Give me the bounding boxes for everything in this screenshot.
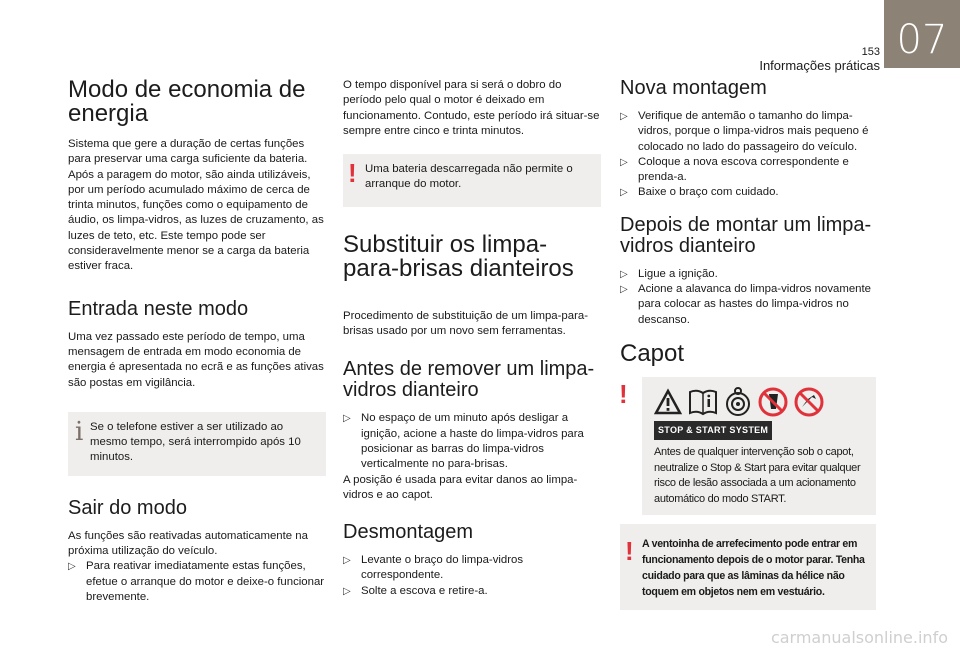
no-hands-icon: [758, 387, 788, 417]
after-bullet-text: Ligue a ignição.: [638, 267, 718, 280]
title-after-mounting: Depois de montar um limpa-vidros dianteiro: [620, 213, 872, 257]
mount-bullet-text: Verifique de antemão o tamanho do limpa-vidros, porque o limpa-vidros mais pequeno é colocado no lado do passageiro do veículo.: [638, 110, 869, 153]
mount-bullet-text: Coloque a nova escova correspondente e prenda-a.: [638, 155, 849, 184]
exit-bullet-text: Para reativar imediatamente estas funções, efetue o arranque do motor e deixe-o funcionar brevemente.: [86, 560, 325, 603]
no-tools-icon: [794, 387, 824, 417]
column-middle: [343, 78, 601, 599]
info-note-text: Se o telefone estiver a ser utilizado ao mesmo tempo, será interrompido após 10 minutos.: [90, 420, 301, 464]
mount-bullet-2: [620, 155, 876, 186]
title-energy-saving: Modo de economia de energia: [68, 76, 306, 127]
removal-bullet-text: Solte a escova e retire-a.: [361, 584, 488, 597]
chapter-tab: [884, 0, 960, 68]
section-title: Informações práticas: [759, 58, 880, 73]
arrow-bullet-icon: ▷: [620, 268, 628, 280]
arrow-bullet-icon: ▷: [620, 111, 628, 122]
mount-bullet-text: Baixe o braço com cuidado.: [638, 186, 779, 199]
capot-note-text: Antes de qualquer intervenção sob o capot, neutralize o Stop & Start para evitar qualquer risco de lesão associada a um acionamento automático do modo START.: [654, 446, 861, 505]
stop-start-label: STOP & START SYSTEM: [654, 421, 772, 440]
energy-intro: Sistema que gere a duração de certas funções para preservar uma carga suficiente da bateria. Após a paragem do motor, são ainda utilizáveis, por um período acumulado máximo de cerca de trinta minutos, funções como o equipamento de áudio, os limpa-vidros, as luzes de cruzamento, as luzes de teto, etc. Este tempo pode ser consideravelmente menor se a carga da bateria estiver fraca.: [68, 138, 324, 273]
title-exit-mode: Sair do modo: [68, 496, 187, 519]
exit-text: As funções são reativadas automaticamente na próxima utilização do veículo.: [68, 529, 308, 558]
arrow-bullet-icon: ▷: [620, 284, 628, 296]
removal-bullet-text: Levante o braço do limpa-vidros correspondente.: [361, 554, 524, 582]
title-before-removing: Antes de remover um limpa-vidros dianteiro: [343, 358, 595, 402]
arrow-bullet-icon: ▷: [343, 555, 351, 567]
manual-book-icon: [688, 388, 718, 416]
arrow-bullet-icon: ▷: [620, 187, 628, 199]
time-text: O tempo disponível para si será o dobro do período pelo qual o motor é deixado em funcionamento. Contudo, este período irá situar-se sempre entre cinco e trinta minutos.: [343, 79, 600, 137]
column-right: [620, 78, 876, 610]
arrow-bullet-icon: ▷: [343, 585, 351, 597]
info-icon: i: [75, 416, 84, 447]
before-bullet-text: No espaço de um minuto após desligar a ignição, acione a haste do limpa-vidros para posicionar as barras do limpa-vidros verticalmente no para-brisas.: [361, 412, 584, 471]
chapter-number: 07: [896, 17, 948, 63]
entry-text: Uma vez passado este período de tempo, uma mensagem de entrada em modo economia de energia é apresentada no ecrã e as funções ativas são postas em vigilância.: [68, 330, 324, 389]
title-replace-wipers: Substituir os limpa-para-brisas dianteiros: [343, 230, 574, 282]
capot-note-box: [642, 377, 876, 515]
replace-text: Procedimento de substituição de um limpa-para-brisas usado por um novo sem ferramentas.: [343, 309, 589, 338]
info-note-box: [68, 412, 326, 476]
title-capot: Capot: [620, 339, 685, 367]
hazard-triangle-icon: [654, 388, 682, 416]
before-text: A posição é usada para evitar danos ao limpa-vidros e ao capot.: [343, 473, 578, 501]
fan-belt-icon: [724, 387, 752, 417]
warning-note-text: Uma bateria descarregada não permite o arranque do motor.: [365, 163, 573, 191]
column-left: [68, 78, 326, 605]
capot-warning-block: [620, 377, 876, 515]
warning-note-box: [343, 154, 601, 207]
title-new-mounting: Nova montagem: [620, 77, 767, 99]
removal-bullet-1: [343, 553, 601, 584]
exit-bullet: [68, 559, 326, 605]
warning-icon: !: [625, 536, 634, 567]
arrow-bullet-icon: ▷: [620, 156, 628, 168]
capot-pictograms: [654, 385, 868, 419]
arrow-bullet-icon: ▷: [68, 561, 76, 573]
removal-bullet-2: [343, 584, 601, 599]
mount-bullet-1: [620, 109, 876, 155]
after-bullet-text: Acione a alavanca do limpa-vidros novamente para colocar as hastes do limpa-vidros no descanso.: [638, 283, 872, 326]
fan-warning-box: [620, 524, 876, 610]
after-bullet-2: [620, 282, 876, 328]
after-bullet-1: [620, 267, 876, 282]
warning-icon: !: [619, 378, 628, 409]
arrow-bullet-icon: ▷: [343, 413, 351, 425]
mount-bullet-3: [620, 185, 876, 200]
fan-warning-text: A ventoinha de arrefecimento pode entrar em funcionamento depois de o motor parar. Tenha cuidado para que as lâminas da hélice não toquem em objetos nem em vestuário.: [642, 538, 865, 599]
warning-icon: !: [348, 158, 357, 189]
watermark: carmanualsonline.info: [770, 628, 948, 647]
before-bullet: [343, 411, 601, 472]
page-number: 153: [861, 46, 880, 58]
title-entry-mode: Entrada neste modo: [68, 297, 249, 320]
fan-warning-block: [620, 524, 876, 610]
title-removal: Desmontagem: [343, 521, 474, 544]
